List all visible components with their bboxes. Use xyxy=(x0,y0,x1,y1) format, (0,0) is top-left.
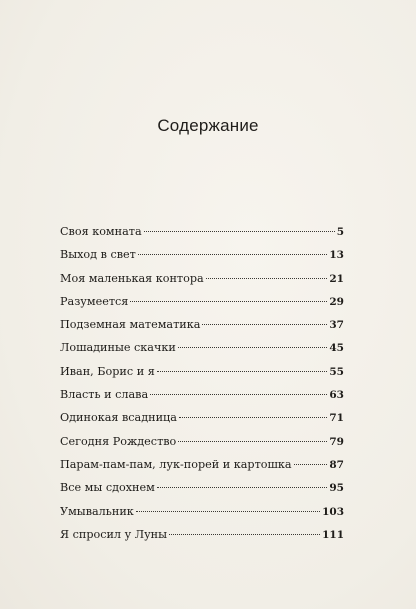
toc-entry xyxy=(60,318,344,341)
toc-entry xyxy=(60,225,344,248)
toc-entry xyxy=(60,481,344,504)
toc-entry-title: Иван, Борис и я xyxy=(60,364,155,378)
toc-entry xyxy=(60,435,344,458)
toc-entry xyxy=(60,341,344,364)
toc-entry xyxy=(60,388,344,411)
table-of-contents xyxy=(60,225,344,551)
dot-leader xyxy=(130,301,327,302)
toc-entry xyxy=(60,411,344,434)
toc-entry-title: Все мы сдохнем xyxy=(60,481,155,495)
dot-leader xyxy=(157,487,328,488)
toc-entry-title: Лошадиные скачки xyxy=(60,341,176,355)
toc-entry xyxy=(60,248,344,271)
toc-entry-title: Одинокая всадница xyxy=(60,411,177,425)
toc-entry xyxy=(60,272,344,295)
toc-entry xyxy=(60,458,344,481)
dot-leader xyxy=(157,371,328,372)
dot-leader xyxy=(150,394,327,395)
dot-leader xyxy=(144,231,335,232)
toc-entry-page: 5 xyxy=(336,226,344,238)
toc-entry xyxy=(60,505,344,528)
dot-leader xyxy=(136,511,320,512)
toc-entry xyxy=(60,365,344,388)
toc-entry-page: 45 xyxy=(329,342,344,355)
toc-entry-title: Власть и слава xyxy=(60,388,149,402)
page-title: Содержание xyxy=(157,116,259,135)
dot-leader xyxy=(179,417,327,418)
dot-leader xyxy=(178,347,328,348)
toc-entry-page: 55 xyxy=(329,365,344,378)
dot-leader xyxy=(169,534,320,535)
toc-entry-title: Парам-пам-пам, лук-порей и картошка xyxy=(60,457,292,471)
toc-entry-title: Своя комната xyxy=(60,225,142,238)
toc-entry-page: 79 xyxy=(329,435,344,448)
toc-entry-page: 37 xyxy=(329,319,344,332)
toc-entry-page: 21 xyxy=(329,272,344,285)
dot-leader xyxy=(206,278,328,279)
toc-entry-page: 71 xyxy=(329,412,344,425)
dot-leader xyxy=(178,441,327,442)
toc-entry-title: Я спросил у Луны xyxy=(60,527,168,541)
toc-entry-page: 63 xyxy=(329,389,344,402)
toc-entry xyxy=(60,295,344,318)
toc-entry-title: Сегодня Рождество xyxy=(60,434,177,448)
toc-entry-title: Умывальник xyxy=(60,504,134,518)
dot-leader xyxy=(294,464,328,465)
dot-leader xyxy=(202,324,327,325)
toc-entry-title: Подземная математика xyxy=(60,318,201,332)
dot-leader xyxy=(138,254,328,255)
toc-entry-title: Выход в свет xyxy=(60,248,136,262)
toc-entry-page: 29 xyxy=(329,295,344,308)
toc-entry-page: 103 xyxy=(322,505,344,518)
toc-entry-page: 111 xyxy=(322,528,344,541)
toc-entry-title: Разумеется xyxy=(60,294,129,308)
toc-entry xyxy=(60,528,344,551)
toc-entry-page: 95 xyxy=(329,482,344,495)
toc-entry-page: 87 xyxy=(329,458,344,471)
toc-entry-title: Моя маленькая контора xyxy=(60,271,204,285)
toc-entry-page: 13 xyxy=(329,249,344,262)
